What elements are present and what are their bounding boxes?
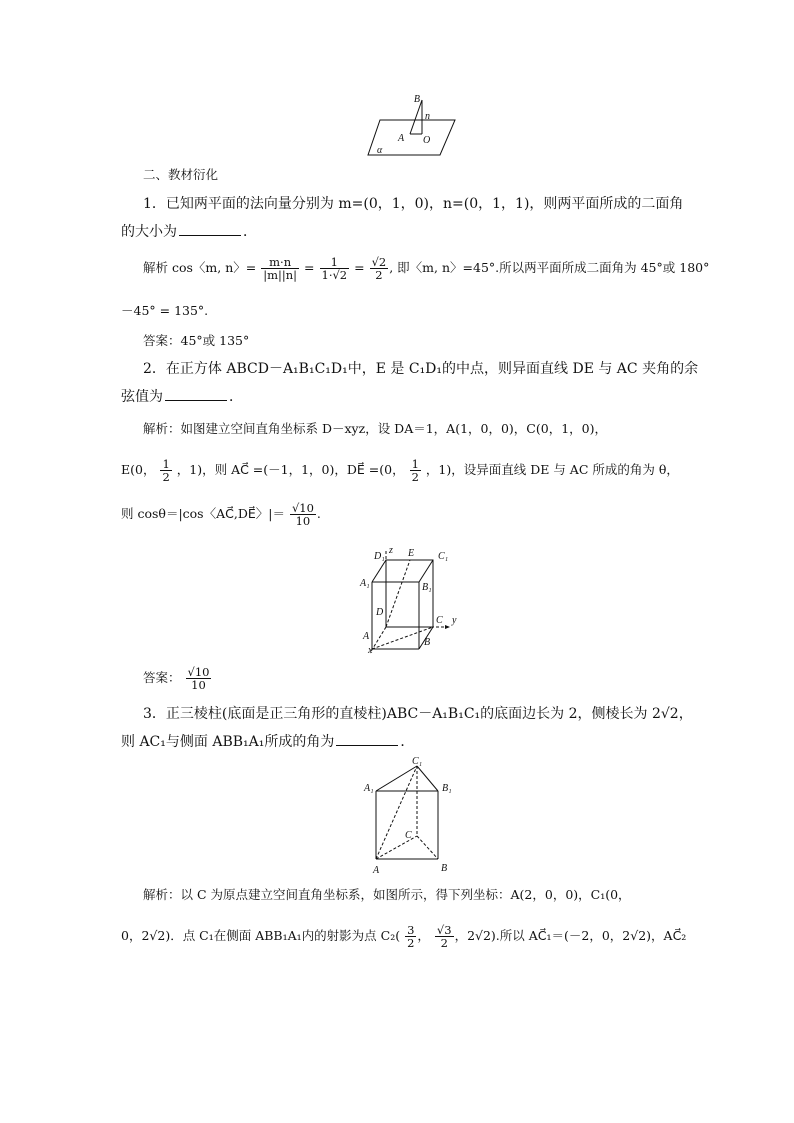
q2-line2-text: 弦值为 — [121, 389, 163, 405]
label-B1: B₁ — [422, 582, 432, 593]
frac-den: 10 — [295, 514, 311, 528]
q1-line2 — [121, 223, 257, 241]
q2-sol3-start: 则 cosθ＝|cos〈AC⃗,DE⃗〉|＝ — [121, 506, 285, 521]
q1-solution — [143, 256, 709, 281]
frac-den: 2 — [375, 268, 383, 282]
fraction — [186, 666, 212, 691]
fraction-half — [160, 458, 171, 483]
q2-sol2-end: ，1)，设异面直线 DE 与 AC 所成的角为 θ， — [425, 462, 679, 477]
q2-sol2-start: E(0， — [121, 462, 156, 477]
frac-den: 2 — [162, 470, 170, 484]
q1-line1: 1．已知两平面的法向量分别为 m=(0，1，0)，n=(0，1，1)，则两平面所成的二面角 — [143, 196, 684, 212]
q3-line2 — [121, 733, 414, 751]
label-B: B — [441, 863, 448, 874]
frac-num: √10 — [187, 665, 210, 679]
label-O: O — [423, 135, 431, 146]
answer-blank — [336, 733, 398, 746]
frac-num: m·n — [261, 256, 299, 269]
frac-num: √3 — [436, 923, 452, 937]
q3-solution-line2: 0，2√2)．点 C₁在侧面 ABB₁A₁内的射影为点 C₂( $\frac{3}{2}$ ， $\frac{√3}{2}$ ，2√2).所以 AC⃗₁＝(－2，0，2√2)，AC⃗₂ — [121, 923, 687, 950]
label-A1: A₁ — [360, 578, 370, 589]
label-D1: D₁ — [374, 551, 385, 562]
fraction — [261, 256, 299, 281]
fraction — [405, 924, 416, 949]
equals: = — [304, 260, 315, 275]
label-C: C — [405, 830, 412, 841]
label-C1: C₁ — [438, 551, 449, 562]
frac-num: 1 — [411, 457, 419, 471]
label-x: x — [368, 645, 373, 656]
q3-sol2-start: 0，2√2)．点 C₁在侧面 ABB₁A₁内的射影为点 C₂( — [121, 928, 401, 943]
q1-solution-line2: －45° = 135°. — [121, 303, 209, 318]
label-B: B — [424, 637, 431, 648]
q2-line1: 2．在正方体 ABCD－A₁B₁C₁D₁中，E 是 C₁D₁的中点，则异面直线 DE 与 AC 夹角的余 — [143, 361, 699, 377]
figure-prism — [362, 756, 462, 876]
section-title: 二、教材衍化 — [143, 167, 219, 182]
frac-den: 10 — [191, 678, 206, 692]
q2-line2-end: ． — [229, 389, 243, 405]
frac-num: 3 — [407, 923, 415, 937]
q2-solution-line2 — [121, 456, 679, 484]
frac-den: 2 — [407, 936, 415, 950]
q1-sol-end: , 即〈m, n〉=45°.所以两平面所成二面角为 45°或 180° — [389, 260, 710, 275]
fraction — [435, 924, 454, 949]
label-A: A — [363, 631, 370, 642]
label-D: D — [376, 607, 384, 618]
label-B1: B₁ — [442, 783, 452, 794]
label-A: A — [398, 133, 405, 144]
equals: = — [354, 260, 365, 275]
frac-num: √10 — [291, 501, 314, 515]
label-A1: A₁ — [364, 783, 374, 794]
label-C: C — [436, 615, 443, 626]
q3-solution-line1: 解析：以 C 为原点建立空间直角坐标系，如图所示，得下列坐标：A(2，0，0)，C₁(0， — [143, 887, 631, 902]
label-B: B — [413, 94, 420, 105]
q3-line2-text: 则 AC₁与侧面 ABB₁A₁所成的角为 — [121, 734, 335, 750]
q1-line2-text: 的大小为 — [121, 224, 177, 240]
frac-den: |m||n| — [263, 268, 298, 282]
q2-solution-line3 — [121, 500, 321, 528]
q3-line1: 3．正三棱柱(底面是正三角形的直棱柱)ABC－A₁B₁C₁的底面边长为 2，侧棱长为 2√2， — [143, 706, 693, 722]
q2-solution-line1: 解析：如图建立空间直角坐标系 D－xyz，设 DA＝1，A(1，0，0)，C(0，1，0)， — [143, 421, 607, 436]
frac-den: 1·√2 — [321, 268, 348, 282]
q2-sol3-end: . — [316, 506, 321, 521]
label-y: y — [452, 615, 457, 626]
q2-line2 — [121, 388, 243, 406]
label-A: A — [373, 865, 380, 876]
label-n: n — [425, 111, 430, 122]
q3-line2-end: ． — [400, 734, 415, 750]
fraction — [320, 256, 350, 281]
frac-den: 2 — [440, 936, 448, 950]
label-alpha: α — [377, 145, 383, 156]
figure-plane-normal — [360, 92, 460, 158]
label-z: z — [389, 545, 393, 556]
q1-answer: 答案：45°或 135° — [143, 333, 250, 348]
label-C1: C₁ — [412, 756, 423, 767]
fraction — [370, 256, 389, 281]
frac-num: 1 — [162, 457, 170, 471]
figure-cube — [358, 545, 468, 656]
q3-sol2-end: ，2√2).所以 AC⃗₁＝(－2，0，2√2)，AC⃗₂ — [454, 928, 687, 943]
frac-num: 1 — [320, 256, 350, 269]
answer-blank — [179, 223, 241, 236]
fraction — [290, 502, 316, 527]
q2-sol2-mid: ，1)，则 AC⃗ =(－1，1，0)，DE⃗ =(0， — [176, 462, 405, 477]
fraction-half — [410, 458, 421, 483]
label-E: E — [408, 548, 415, 559]
frac-den: 2 — [411, 470, 419, 484]
answer-label: 答案： — [143, 670, 181, 685]
q1-sol-start: 解析 cos〈m, n〉= — [143, 260, 257, 275]
answer-blank — [165, 388, 227, 401]
q2-answer — [143, 664, 212, 692]
q1-line2-end: ． — [243, 224, 257, 240]
frac-num: √2 — [371, 255, 387, 269]
